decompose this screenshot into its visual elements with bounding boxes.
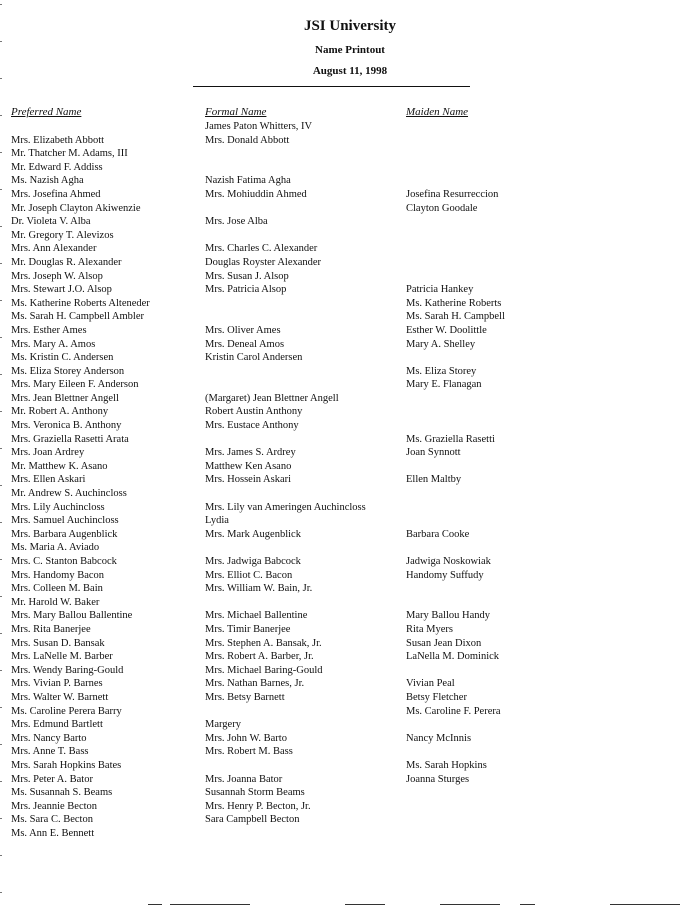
preferred-name: Mrs. Mary Eileen F. Anderson (11, 379, 139, 391)
margin-speck (0, 78, 2, 79)
margin-speck (0, 115, 2, 116)
maiden-name: Mary A. Shelley (406, 338, 476, 350)
maiden-name (406, 501, 546, 515)
formal-name: Mrs. Timir Banerjee (205, 623, 291, 635)
maiden-name (406, 256, 546, 270)
preferred-name: Mrs. Anne T. Bass (11, 746, 89, 758)
formal-name-header: Formal Name (205, 106, 267, 118)
margin-speck (0, 374, 2, 375)
preferred-name: Mrs. Susan D. Bansak (11, 637, 105, 649)
formal-name (205, 378, 405, 392)
preferred-name: Mrs. Samuel Auchincloss (11, 515, 119, 527)
margin-speck (0, 448, 2, 449)
formal-name: Mrs. Michael Ballentine (205, 610, 308, 622)
formal-name (205, 229, 405, 243)
maiden-name (406, 596, 546, 610)
formal-name (205, 147, 405, 161)
preferred-name: Mrs. Mary Ballou Ballentine (11, 610, 133, 622)
preferred-name: Mr. Robert A. Anthony (11, 406, 109, 418)
preferred-name: Mrs. Walter W. Barnett (11, 691, 109, 703)
preferred-name: Mrs. C. Stanton Babcock (11, 556, 117, 567)
maiden-name: Barbara Cooke (406, 528, 470, 540)
preferred-name: Mrs. Ellen Askari (11, 474, 86, 486)
edge-mark (345, 904, 385, 905)
preferred-name: Mrs. Jean Blettner Angell (11, 392, 119, 404)
margin-speck (0, 522, 2, 523)
formal-name: James Paton Whitters, IV (205, 121, 313, 132)
formal-name: Mrs. Nathan Barnes, Jr. (205, 678, 305, 690)
preferred-name: Mrs. Veronica B. Anthony (11, 420, 122, 432)
bottom-scan-marks (0, 904, 700, 906)
preferred-name: Mrs. Vivian P. Barnes (11, 678, 103, 690)
maiden-name: Ms. Katherine Roberts (406, 297, 502, 309)
formal-name: Mrs. James S. Ardrey (205, 447, 296, 459)
margin-speck (0, 226, 2, 227)
maiden-name: Josefina Resurreccion (406, 188, 499, 200)
formal-name (205, 827, 405, 841)
maiden-name: Joanna Sturges (406, 773, 470, 785)
preferred-name: Mrs. LaNelle M. Barber (11, 651, 113, 663)
preferred-name: Mr. Douglas R. Alexander (11, 256, 122, 268)
preferred-name: Ms. Susannah S. Beams (11, 787, 113, 799)
header-rule (193, 86, 470, 87)
formal-name (205, 596, 405, 610)
maiden-name: Vivian Peal (406, 678, 455, 690)
edge-mark (440, 904, 500, 905)
maiden-name (406, 541, 546, 555)
preferred-name: Mrs. Mary A. Amos (11, 338, 96, 350)
maiden-name (406, 745, 546, 759)
margin-speck (0, 41, 2, 42)
preferred-name: Ms. Kristin C. Andersen (11, 352, 114, 364)
preferred-name: Mrs. Josefina Ahmed (11, 188, 101, 200)
maiden-name: Handomy Suffudy (406, 569, 484, 581)
formal-name (205, 433, 405, 447)
edge-mark (610, 904, 680, 905)
margin-speck (0, 818, 2, 819)
preferred-name: Mrs. Handomy Bacon (11, 569, 105, 581)
maiden-name: Betsy Fletcher (406, 691, 467, 703)
preferred-name-header: Preferred Name (11, 106, 82, 118)
margin-speck (0, 300, 2, 301)
preferred-name: Dr. Violeta V. Alba (11, 216, 91, 228)
maiden-name (406, 134, 546, 148)
margin-speck (0, 152, 2, 153)
document-title: JSI University (303, 18, 397, 34)
formal-name (205, 310, 405, 324)
formal-name: Mrs. Joanna Bator (205, 773, 283, 785)
preferred-name: Mr. Matthew K. Asano (11, 460, 108, 472)
preferred-name: Mrs. Edmund Bartlett (11, 719, 103, 731)
maiden-name (406, 392, 546, 406)
formal-name: Mrs. Mark Augenblick (205, 528, 301, 540)
preferred-name: Mrs. Colleen M. Bain (11, 583, 103, 595)
left-margin-specks (0, 0, 3, 908)
maiden-name (406, 242, 546, 256)
maiden-name: Clayton Goodale (406, 202, 478, 214)
maiden-name-header: Maiden Name (406, 106, 469, 118)
formal-name: Mrs. Jose Alba (205, 216, 268, 228)
formal-name: Mrs. Lily van Ameringen Auchincloss (205, 501, 366, 513)
formal-name (205, 365, 405, 379)
maiden-name: Ms. Caroline F. Perera (406, 705, 501, 717)
preferred-name: Mr. Edward F. Addiss (11, 161, 103, 173)
maiden-name (406, 351, 546, 365)
preferred-name: Mr. Harold W. Baker (11, 596, 100, 608)
formal-name: Mrs. Elliot C. Bacon (205, 569, 293, 581)
preferred-name: Mr. Gregory T. Alevizos (11, 229, 114, 241)
maiden-name: Mary E. Flanagan (406, 379, 482, 391)
preferred-name: Mrs. Elizabeth Abbott (11, 134, 105, 146)
margin-speck (0, 892, 2, 893)
document-subtitle: Name Printout (315, 44, 385, 56)
formal-name (205, 297, 405, 311)
margin-speck (0, 596, 2, 597)
maiden-name (406, 827, 546, 841)
margin-speck (0, 485, 2, 486)
formal-name: Mrs. Eustace Anthony (205, 420, 299, 432)
maiden-name: Ms. Sarah H. Campbell (406, 311, 505, 323)
preferred-name: Mrs. Joan Ardrey (11, 447, 85, 459)
formal-name: Mrs. William W. Bain, Jr. (205, 583, 313, 595)
maiden-name (406, 487, 546, 501)
preferred-name: Mrs. Rita Banerjee (11, 623, 91, 635)
maiden-name (406, 405, 546, 419)
preferred-name-column (11, 120, 201, 840)
margin-speck (0, 633, 2, 634)
margin-speck (0, 337, 2, 338)
edge-mark (148, 904, 162, 905)
maiden-name (406, 120, 546, 134)
preferred-name: Mr. Andrew S. Auchincloss (11, 488, 127, 500)
margin-speck (0, 855, 2, 856)
maiden-name: LaNella M. Dominick (406, 651, 500, 663)
margin-speck (0, 707, 2, 708)
formal-name (205, 759, 405, 773)
formal-name: Mrs. John W. Barto (205, 732, 287, 744)
maiden-name (406, 270, 546, 284)
formal-name: Margery (205, 719, 241, 731)
maiden-name: Ms. Graziella Rasetti (406, 433, 495, 445)
maiden-name (406, 174, 546, 188)
formal-name: Matthew Ken Asano (205, 460, 292, 472)
formal-name: Mrs. Deneal Amos (205, 338, 285, 350)
maiden-name (406, 800, 546, 814)
formal-name: Mrs. Michael Baring-Gould (205, 664, 323, 676)
maiden-name (406, 215, 546, 229)
preferred-name: Ms. Ann E. Bennett (11, 827, 95, 839)
formal-name: Mrs. Charles C. Alexander (205, 243, 318, 255)
edge-mark (520, 904, 535, 905)
maiden-name: Ms. Sarah Hopkins (406, 759, 487, 771)
formal-name: Mrs. Robert M. Bass (205, 746, 293, 758)
maiden-name: Rita Myers (406, 623, 453, 635)
formal-name (205, 161, 405, 175)
formal-name: Mrs. Patricia Alsop (205, 284, 287, 296)
preferred-name (11, 120, 201, 134)
preferred-name: Mrs. Sarah Hopkins Bates (11, 759, 122, 771)
maiden-name (406, 718, 546, 732)
margin-speck (0, 781, 2, 782)
preferred-name: Mrs. Wendy Baring-Gould (11, 664, 124, 676)
formal-name: Mrs. Oliver Ames (205, 324, 281, 336)
maiden-name: Patricia Hankey (406, 284, 474, 296)
formal-name: Mrs. Susan J. Alsop (205, 270, 289, 282)
formal-name: Nazish Fatima Agha (205, 175, 291, 187)
formal-name: Mrs. Hossein Askari (205, 474, 292, 486)
margin-speck (0, 189, 2, 190)
formal-name: Mrs. Mohiuddin Ahmed (205, 188, 307, 200)
formal-name: Mrs. Henry P. Becton, Jr. (205, 800, 311, 812)
preferred-name: Mrs. Lily Auchincloss (11, 501, 105, 513)
formal-name (205, 202, 405, 216)
formal-name: Lydia (205, 515, 229, 527)
preferred-name: Mrs. Esther Ames (11, 324, 87, 336)
maiden-name (406, 786, 546, 800)
maiden-name (406, 161, 546, 175)
maiden-name (406, 813, 546, 827)
maiden-name-column (406, 120, 546, 840)
maiden-name (406, 514, 546, 528)
margin-speck (0, 4, 2, 5)
formal-name: Mrs. Betsy Barnett (205, 691, 285, 703)
preferred-name: Ms. Maria A. Aviado (11, 542, 100, 554)
formal-name (205, 705, 405, 719)
preferred-name: Mrs. Barbara Augenblick (11, 528, 118, 540)
maiden-name: Ellen Maltby (406, 474, 462, 486)
maiden-name (406, 582, 546, 596)
preferred-name: Ms. Sarah H. Campbell Ambler (11, 311, 144, 323)
formal-name: Kristin Carol Andersen (205, 352, 303, 364)
maiden-name (406, 147, 546, 161)
formal-name: Mrs. Donald Abbott (205, 134, 290, 146)
preferred-name: Mrs. Jeannie Becton (11, 800, 98, 812)
maiden-name: Jadwiga Noskowiak (406, 556, 491, 567)
preferred-name: Ms. Nazish Agha (11, 175, 84, 187)
margin-speck (0, 744, 2, 745)
preferred-name: Mr. Thatcher M. Adams, III (11, 148, 128, 160)
formal-name: Robert Austin Anthony (205, 406, 303, 418)
preferred-name: Mrs. Ann Alexander (11, 243, 97, 255)
maiden-name: Nancy McInnis (406, 732, 472, 744)
preferred-name: Mrs. Graziella Rasetti Arata (11, 433, 129, 445)
formal-name: Douglas Royster Alexander (205, 256, 322, 268)
maiden-name: Susan Jean Dixon (406, 637, 482, 649)
formal-name: Mrs. Stephen A. Bansak, Jr. (205, 637, 322, 649)
document-date: August 11, 1998 (312, 65, 388, 77)
formal-name (205, 541, 405, 555)
maiden-name: Esther W. Doolittle (406, 324, 487, 336)
formal-name: Mrs. Jadwiga Babcock (205, 556, 301, 567)
maiden-name (406, 229, 546, 243)
preferred-name: Mrs. Joseph W. Alsop (11, 270, 103, 282)
margin-speck (0, 411, 2, 412)
edge-mark (170, 904, 250, 905)
maiden-name (406, 664, 546, 678)
preferred-name: Mr. Joseph Clayton Akiwenzie (11, 202, 141, 214)
preferred-name: Mrs. Peter A. Bator (11, 773, 93, 785)
maiden-name (406, 460, 546, 474)
maiden-name: Mary Ballou Handy (406, 610, 490, 622)
formal-name: Sara Campbell Becton (205, 814, 300, 826)
formal-name: (Margaret) Jean Blettner Angell (205, 392, 339, 404)
maiden-name (406, 419, 546, 433)
formal-name (205, 487, 405, 501)
preferred-name: Ms. Eliza Storey Anderson (11, 365, 125, 377)
margin-speck (0, 263, 2, 264)
formal-name: Mrs. Robert A. Barber, Jr. (205, 651, 314, 663)
preferred-name: Mrs. Nancy Barto (11, 732, 87, 744)
preferred-name: Ms. Katherine Roberts Alteneder (11, 297, 150, 309)
maiden-name: Ms. Eliza Storey (406, 365, 477, 377)
formal-name-column (205, 120, 405, 840)
maiden-name: Joan Synnott (406, 447, 461, 459)
margin-speck (0, 670, 2, 671)
formal-name: Susannah Storm Beams (205, 787, 305, 799)
preferred-name: Mrs. Stewart J.O. Alsop (11, 284, 112, 296)
preferred-name: Ms. Sara C. Becton (11, 814, 93, 826)
preferred-name: Ms. Caroline Perera Barry (11, 705, 122, 717)
margin-speck (0, 559, 2, 560)
